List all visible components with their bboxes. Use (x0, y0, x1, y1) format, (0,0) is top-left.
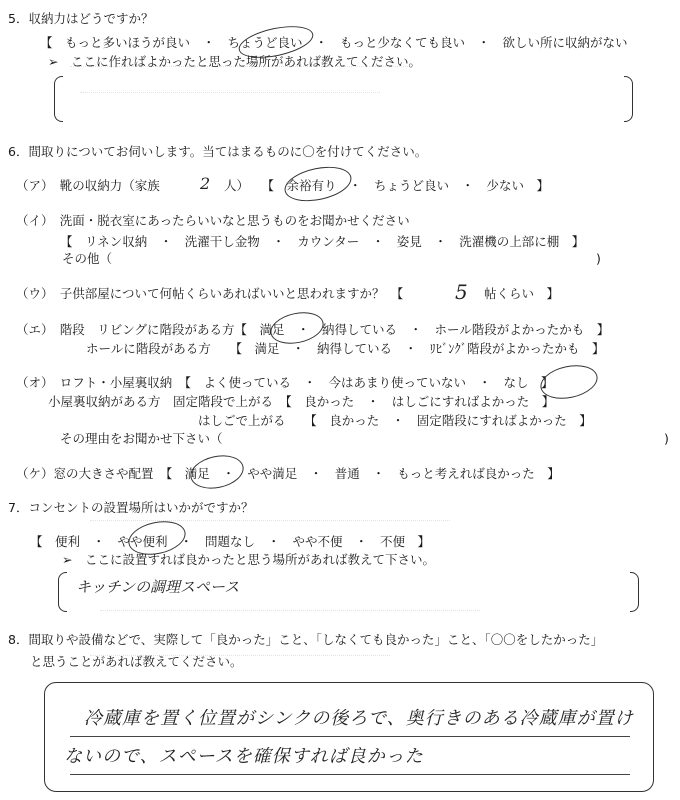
q5-options: 【 もっと多いほうが良い ・ ちょうど良い ・ もっと少なくても良い ・ 欲しい所に収納がない (40, 35, 628, 50)
q6o-line2: 小屋裏収納がある方 固定階段で上がる 【 良かった ・ はしごにすればよかった 】 (48, 394, 555, 409)
q6u-label: （ウ） 子供部屋について何帖くらいあればいいと思われますか？ 【 (16, 286, 404, 301)
q6a-options: 人） 【 余裕有り ・ ちょうど良い ・ 少ない 】 (224, 178, 550, 193)
q6o-line1: （オ） ロフト・小屋裏収納 【 よく使っている ・ 今はあまり使っていない ・ なし 】 (16, 375, 554, 390)
q6o-line4-close: ) (664, 431, 669, 446)
q6e-line2: ホールに階段がある方 【 満足 ・ 納得している ・ ﾘﾋﾞﾝｸﾞ階段がよかったかも 】 (86, 341, 605, 356)
q8-answer-box (44, 682, 654, 792)
q6o-line4: その理由をお聞かせ下さい（ (60, 431, 223, 446)
bleed-through-line (90, 520, 450, 521)
bleed-through-line (80, 92, 380, 93)
q7-answer: キッチンの調理スペース (76, 578, 240, 596)
q6u-suffix: 帖くらい 】 (484, 286, 560, 301)
q6e-line1: （エ） 階段 リビングに階段がある方【 満足 ・ 納得している ・ ホール階段がよかったかも 】 (16, 322, 610, 337)
q6a-family-count: 2 (200, 174, 211, 193)
q5-title: 5．収納力はどうですか？ (8, 11, 154, 26)
q7-options: 【 便利 ・ やや便利 ・ 問題なし ・ やや不便 ・ 不便 】 (30, 534, 431, 549)
q7-prompt: ➢ ここに設置すれば良かったと思う場所があれば教えて下さい。 (62, 552, 435, 567)
q7-answer-box-right (630, 572, 639, 612)
q6i-label: （イ） 洗面・脱衣室にあったらいいなと思うものをお聞かせください (16, 213, 410, 228)
q8-answer-line2: ないので、スペースを確保すれば良かった (64, 746, 424, 767)
q6i-other-close: ) (596, 251, 601, 266)
q6-title: 6．間取りについてお伺いします。当てはまるものに〇を付けてください。 (8, 144, 428, 159)
q6o-line3: はしごで上がる 【 良かった ・ 固定階段にすればよかった 】 (198, 413, 592, 428)
q6a-label: （ア） 靴の収納力（家族 (16, 178, 160, 193)
q8-answer-underline-2 (70, 774, 630, 775)
q7-title: 7．コンセントの設置場所はいかがですか？ (8, 500, 254, 515)
q5-answer-box-left (54, 76, 63, 122)
q5-answer-box-right (624, 76, 633, 122)
q6ke-line: （ケ）窓の大きさや配置 【 満足 ・ やや満足 ・ 普通 ・ もっと考えれば良かった 】 (16, 466, 560, 481)
q6u-answer: 5 (455, 280, 468, 304)
q8-title2: と思うことがあれば教えてください。 (30, 654, 243, 669)
q6ke-circle-mark (187, 451, 246, 494)
bleed-through-line (100, 610, 480, 611)
q8-answer-underline-1 (70, 736, 630, 737)
q5-prompt: ➢ ここに作ればよかったと思った場所があれば教えてください。 (48, 54, 421, 69)
q6a-circle-mark (281, 161, 354, 206)
q6i-options: 【 リネン収納 ・ 洗濯干し金物 ・ カウンター ・ 姿見 ・ 洗濯機の上部に棚 】 (60, 234, 585, 249)
q8-title: 8．間取りや設備などで、実際して「良かった」こと、「しなくても良かった」こと、「〇〇をしたかった」 (8, 632, 604, 647)
q6i-other: その他（ (62, 251, 113, 266)
q8-answer-line1: 冷蔵庫を置く位置がシンクの後ろで、奥行きのある冷蔵庫が置け (84, 708, 634, 729)
q7-answer-box-left (58, 572, 67, 612)
